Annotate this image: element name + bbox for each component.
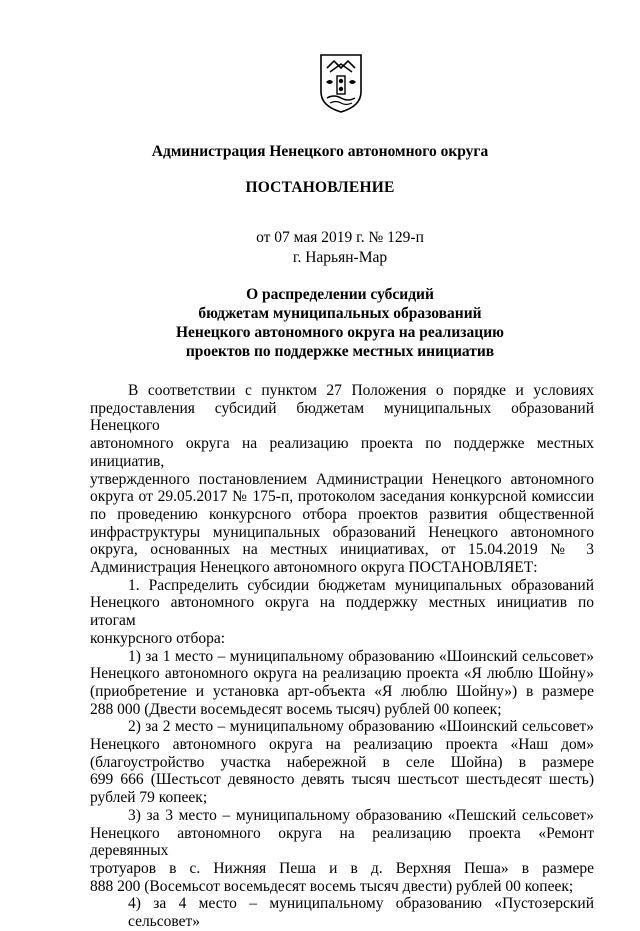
subitem-3-paragraph (90, 807, 594, 896)
text-line: 3) за 3 место – муниципальному образованию «Пешский сельсовет» (128, 806, 594, 824)
subitem-4-paragraph (90, 895, 594, 930)
text-line: Ненецкого автономного округа на реализацию проекта «Я люблю Шойну» (90, 665, 594, 683)
text-line: 288 000 (Двести восемьдесят восемь тысяч) рублей 00 копеек; (90, 700, 502, 718)
text-line: предоставления субсидий бюджетам муниципальных образований Ненецкого (90, 399, 594, 435)
text-line: В соответствии с пунктом 27 Положения о порядке и условиях (128, 382, 594, 399)
text-line: инфраструктуры муниципальных образований Ненецкого автономного (90, 523, 594, 541)
text-line: Ненецкого автономного округа на реализацию проекта «Наш дом» (90, 736, 594, 754)
preamble-paragraph (90, 382, 594, 577)
text-line: 4) за 4 место – муниципальному образованию «Пустозерский сельсовет» (128, 895, 594, 931)
text-line: округа от 29.05.2017 № 175-п, протоколом заседания конкурсной комиссии (90, 488, 594, 506)
subitem-1-paragraph (90, 648, 594, 719)
title-line: Ненецкого автономного округа на реализацию (176, 324, 504, 341)
text-line: (приобретение и установка арт-объекта «Я люблю Шойну») в размере (90, 682, 594, 700)
text-line: 2) за 2 место – муниципальному образованию «Шоинский сельсовет» (128, 718, 594, 736)
document-title (0, 285, 640, 361)
text-line: тротуаров в с. Нижняя Пеша и в д. Верхняя Пеша» в размере (90, 859, 594, 877)
text-line: Ненецкого автономного округа на реализацию проекта «Ремонт деревянных (90, 824, 594, 860)
text-line: 699 666 (Шестьсот девяносто девять тысяч шестьсот шестьдесят шесть) (90, 771, 594, 789)
text-line: 1) за 1 место – муниципальному образованию «Шоинский сельсовет» (128, 647, 594, 665)
document-body (90, 382, 594, 931)
text-line: по проведению конкурсного отбора проектов развития общественной (90, 505, 594, 523)
text-line: округа, основанных на местных инициативах, от 15.04.2019 № 3 (90, 541, 594, 559)
text-line: Ненецкого автономного округа на поддержку местных инициатив по итогам (90, 594, 594, 630)
text-line: утвержденного постановлением Администрации Ненецкого автономного (90, 470, 594, 488)
text-line: 888 200 (Восемьсот восемьдесят восемь тысяч двести) рублей 00 копеек; (90, 877, 574, 895)
text-line: Администрация Ненецкого автономного округа ПОСТАНОВЛЯЕТ: (90, 559, 538, 577)
text-line: 1. Распределить субсидии бюджетам муниципальных образований (128, 576, 594, 594)
organization-name: Администрация Ненецкого автономного округа (151, 143, 489, 160)
title-line: О распределении субсидий (246, 286, 434, 303)
item-1-paragraph (90, 577, 594, 648)
text-line: рублей 79 копеек; (90, 789, 208, 807)
date-number: от 07 мая 2019 г. № 129-п (256, 229, 424, 246)
text-line: (благоустройство участка набережной в селе Шойна) в размере (90, 753, 594, 771)
coat-of-arms-icon (318, 52, 364, 114)
text-line: автономного округа на реализацию проекта по поддержке местных инициатив, (90, 435, 594, 470)
subitem-2-paragraph (90, 718, 594, 807)
document-type: ПОСТАНОВЛЕНИЕ (245, 179, 395, 196)
text-line: конкурсного отбора: (90, 629, 226, 647)
city: г. Нарьян-Мар (292, 249, 388, 266)
title-line: бюджетам муниципальных образований (198, 305, 482, 322)
title-line: проектов по поддержке местных инициатив (185, 343, 495, 360)
